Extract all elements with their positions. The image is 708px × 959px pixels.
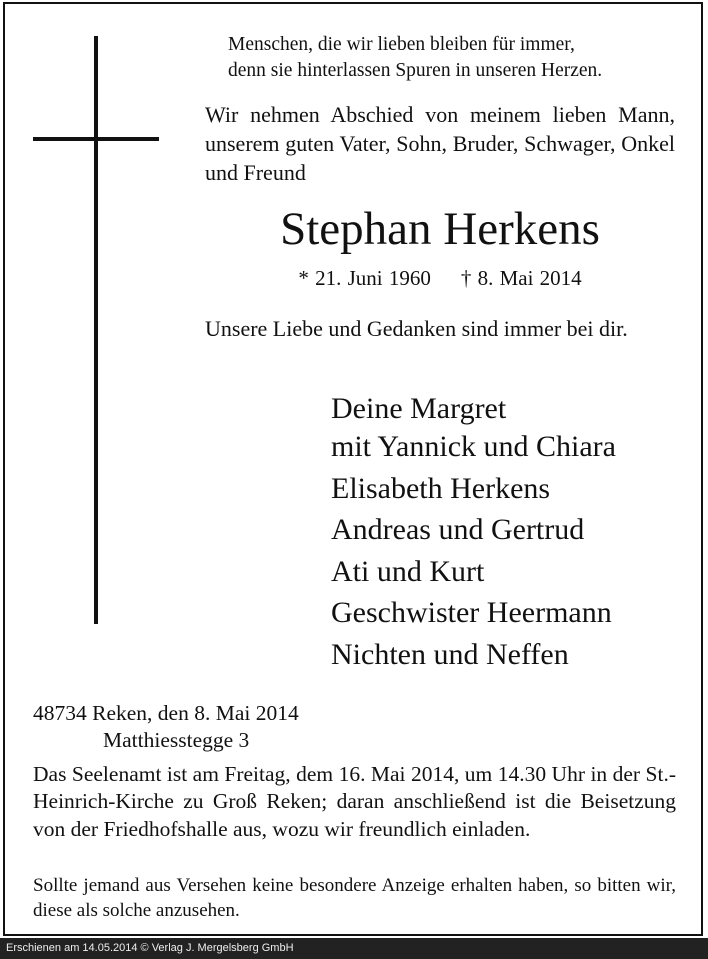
- signer-line: Geschwister Heermann: [331, 596, 612, 629]
- cross-icon: [94, 36, 98, 624]
- place-and-date: 48734 Reken, den 8. Mai 2014: [33, 701, 299, 725]
- cross-crossbar: [33, 137, 159, 141]
- mourners-list: [331, 390, 616, 677]
- notice-text: Sollte jemand aus Versehen keine besondere Anzeige erhalten haben, so bitten wir, diese als solche anzusehen.: [33, 875, 676, 921]
- death-date: † 8. Mai 2014: [460, 266, 582, 290]
- love-text: Unsere Liebe und Gedanken sind immer bei dir.: [205, 316, 628, 341]
- memorial-quote: [228, 32, 602, 84]
- funeral-service-text: Das Seelenamt ist am Freitag, dem 16. Mai 2014, um 14.30 Uhr in der St.-Heinrich-Kirche zu Groß Reken; daran anschließend ist die Beisetzung von der Friedhofshalle aus, wozu wir freundlich einladen.: [33, 762, 676, 841]
- signer-line: Elisabeth Herkens: [331, 471, 551, 505]
- signer-line: Nichten und Neffen: [331, 637, 569, 671]
- quote-line-1: Menschen, die wir lieben bleiben für immer,: [228, 34, 575, 55]
- signer-line: Andreas und Gertrud: [331, 513, 585, 546]
- deceased-name: Stephan Herkens: [280, 203, 600, 255]
- life-dates: [205, 264, 675, 292]
- street-address: Matthiesstegge 3: [103, 728, 250, 752]
- birth-date: * 21. Juni 1960: [298, 266, 431, 290]
- signer-line: Deine Margret: [331, 392, 507, 425]
- signer-line: mit Yannick und Chiara: [331, 430, 616, 463]
- farewell-intro: Wir nehmen Abschied von meinem lieben Mann, unserem guten Vater, Sohn, Bruder, Schwager, Onkel und Freund: [205, 102, 675, 185]
- quote-line-2: denn sie hinterlassen Spuren in unseren Herzen.: [228, 60, 603, 81]
- publication-footer: Erschienen am 14.05.2014 © Verlag J. Mergelsberg GmbH: [0, 938, 708, 959]
- signer-line: Ati und Kurt: [331, 554, 485, 588]
